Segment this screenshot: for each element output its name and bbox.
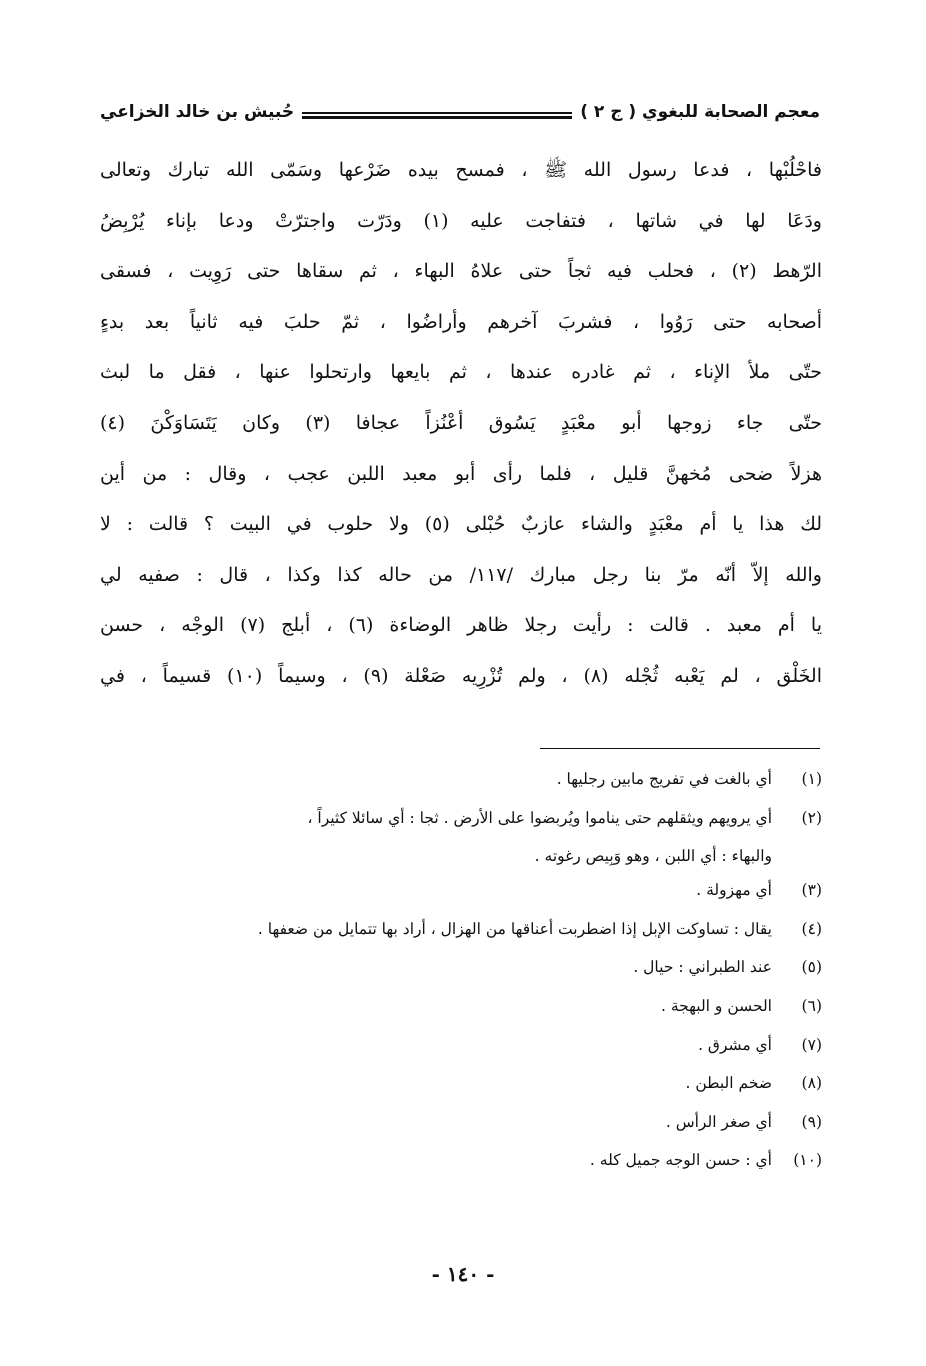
footnote-number: (٦) xyxy=(801,996,822,1015)
body-line: يا أم معبد . قالت : رأيت رجلا ظاهر الوضاءة (٦) ، أبلج (٧) الوجْه ، حسن xyxy=(100,614,822,637)
body-line: حتّى ملأ الإناء ، ثم غادره عندها ، ثم بايعها وارتحلوا عنها ، فقل ما لبث xyxy=(100,361,822,384)
footnote-number: (٧) xyxy=(801,1035,822,1054)
footnote-item xyxy=(100,875,822,914)
footnote-text: أي بالغت في تفريج مابين رجليها . xyxy=(556,770,772,788)
footnote-number: (٢) xyxy=(801,808,822,827)
header-book-title: معجم الصحابة للبغوي ( ج ٢ ) xyxy=(580,102,820,122)
footnote-item xyxy=(100,1068,822,1107)
footnote-number: (١٠) xyxy=(793,1151,822,1170)
footnote-number: (١) xyxy=(801,770,822,788)
footnote-continuation xyxy=(100,841,822,875)
header-entry-name: حُبيش بن خالد الخزاعي xyxy=(100,102,295,122)
footnote-number: (٨) xyxy=(801,1074,822,1093)
footnote-item xyxy=(100,803,822,842)
body-line: لك هذا يا أم معْبَدٍ والشاء عازبٌ حُبْلى (٥) ولا حلوب في البيت ؟ قالت : لا xyxy=(100,513,822,536)
footnote-item xyxy=(100,764,822,803)
body-line: الخَلْق ، لم يَعْبه ثُجْله (٨) ، ولم تُزْرِيه صَعْلة (٩) ، وسيماً (١٠) قسيماً ، في xyxy=(100,664,822,687)
footnote-text: أي صغر الرأس . xyxy=(665,1112,772,1131)
footnotes xyxy=(100,764,822,1184)
body-line: فاحْلُبْها ، فدعا رسول الله ﷺ ، فمسح بيده ضَرْعها وسَمّى الله تبارك وتعالى xyxy=(100,159,822,181)
footnote-item xyxy=(100,914,822,953)
footnote-text: يقال : تساوكت الإبل إذا اضطربت أعناقها من الهزال ، أراد بها تتمايل من ضعفها . xyxy=(257,919,772,938)
footnote-item xyxy=(100,1030,822,1069)
footnote-item xyxy=(100,1145,822,1184)
footnote-text: أي : حسن الوجه جميل كله . xyxy=(589,1151,772,1170)
footnote-number: (٣) xyxy=(801,881,822,900)
footnote-number: (٤) xyxy=(801,919,822,938)
footnote-number: (٥) xyxy=(801,958,822,977)
footnote-text: أي يرويهم ويثقلهم حتى يناموا ويُربضوا على الأرض . ثجا : أي سائلا كثيراً ، xyxy=(307,808,772,827)
footnote-item xyxy=(100,1107,822,1146)
footnote-item xyxy=(100,952,822,991)
footnote-separator xyxy=(540,748,820,749)
footnote-item xyxy=(100,991,822,1030)
body-line: هزلاً ضحى مُخهنَّ قليل ، فلما رأى أبو معبد اللبن عجب ، وقال : من أين xyxy=(100,462,822,485)
body-line: أصحابه حتى رَوُوا ، فشربَ آخرهم وأراضُوا ، ثمّ حلبَ فيه ثانياً بعد بدءٍ xyxy=(100,310,822,333)
body-line: حتّى جاء زوجها أبو معْبَدٍ يَسُوق أعْنُزاً عجافا (٣) وكان يَتَسَاوَكْنَ (٤) xyxy=(100,411,822,434)
footnote-text: عند الطبراني : حيال . xyxy=(633,958,772,977)
body-line: الرّهط (٢) ، فحلب فيه ثجاً حتى علاهُ البهاء ، ثم سقاها حتى رَوِيت ، فسقى xyxy=(100,260,822,283)
footnote-text: والبهاء : أي اللبن ، وهو وَبِيص رغوته . xyxy=(534,847,772,866)
footnote-text: أي مهزولة . xyxy=(696,881,772,900)
page-number: - ١٤٠ - xyxy=(431,1262,495,1286)
footnote-text: الحسن و البهجة . xyxy=(660,996,772,1015)
header-rule xyxy=(302,112,572,119)
body-line: والله إلاّ أنّه مرّ بنا رجل مبارك /١١٧/ من حاله كذا وكذا ، قال : صفيه لي xyxy=(100,563,822,586)
footnote-text: ضخم البطن . xyxy=(685,1074,772,1093)
footnote-text: أي مشرق . xyxy=(698,1035,772,1054)
footnote-number: (٩) xyxy=(801,1112,822,1131)
running-header xyxy=(100,98,820,126)
body-line: ودَعَا لها في شاتها ، فتفاجت عليه (١) ودَرّت واجترّتْ ودعا بإناء يُرْبِضُ xyxy=(100,209,822,232)
body-text xyxy=(100,145,822,702)
